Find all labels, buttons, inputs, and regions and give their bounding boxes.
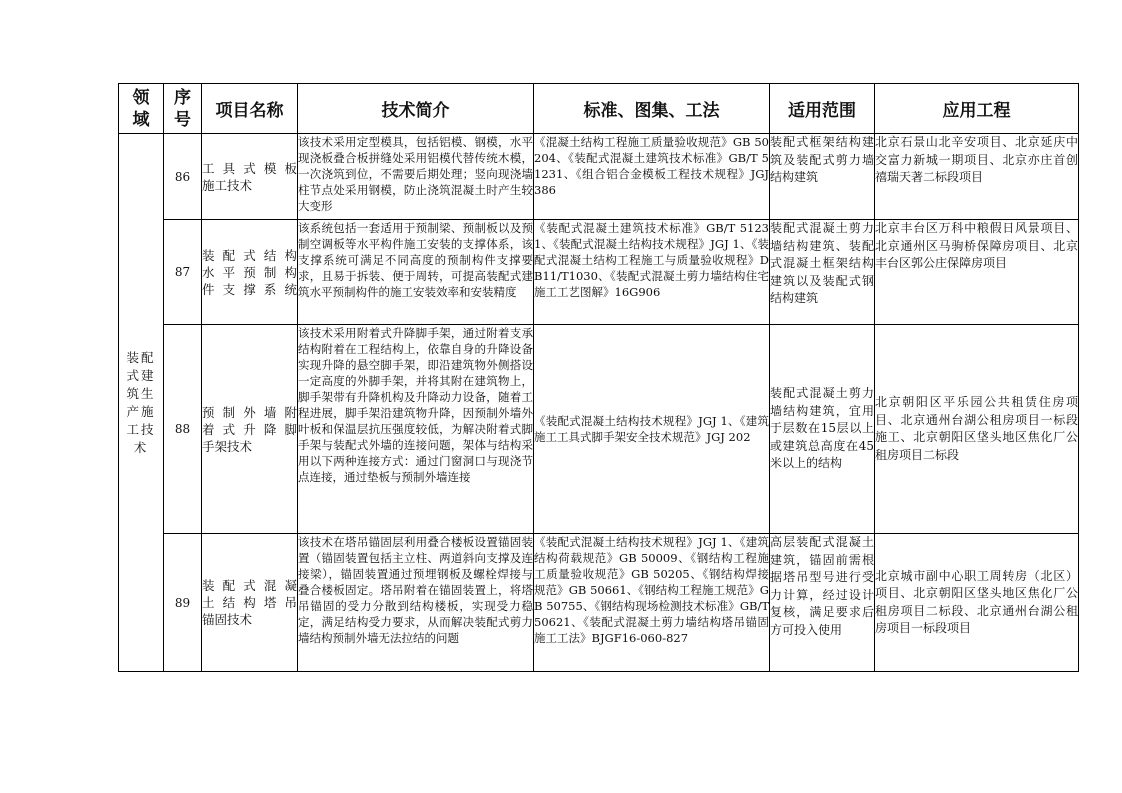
- intro-cell: 该技术在塔吊锚固层利用叠合楼板设置锚固装置（锚固装置包括主立柱、两道斜向支撑及连接梁），锚固装置通过预埋钢板及螺栓焊接与叠合楼板固定。塔吊附着在锚固装置上，将塔吊锚固的受力分散到结构楼板，实现受力稳定，满足结构受力要求，从而解决装配式剪力墙结构预制外墙无法拉结的问题: [298, 534, 534, 672]
- application-cell: 北京朝阳区平乐园公共租赁住房项目、北京通州台湖公租房项目一标段施工、北京朝阳区垡头地区焦化厂公租房项目二标段: [875, 325, 1079, 534]
- intro-cell: 该技术采用附着式升降脚手架，通过附着支承结构附着在工程结构上，依靠自身的升降设备实现升降的悬空脚手架，即沿建筑物外侧搭设一定高度的外脚手架，并将其附在建筑物上，脚手架带有升降机构及升降动力设备，随着工程进展，脚手架沿建筑物升降，因预制外墙外叶板和保温层抗压强度较低，为解决附着式脚手架与装配式外墙的连接问题，架体与结构采用以下两种连接方式：通过门窗洞口与现浇节点连接，通过垫板与预制外墙连接: [298, 325, 534, 534]
- project-name-cell: 预制外墙附 着式升降脚 手架技术: [202, 325, 298, 534]
- header-row: [119, 84, 1079, 134]
- seq-cell: 89: [164, 534, 202, 672]
- scope-cell: 装配式框架结构建筑及装配式剪力墙结构建筑: [770, 134, 875, 220]
- seq-cell: 87: [164, 220, 202, 325]
- header-seq: 序 号: [164, 84, 202, 134]
- header-scope: 适用范围: [770, 84, 875, 134]
- standards-cell: 《混凝土结构工程施工质量验收规范》GB 50204、《装配式混凝土建筑技术标准》GB/T 51231、《组合铝合金模板工程技术规程》JGJ 386: [534, 134, 770, 220]
- technology-table: [118, 83, 1079, 672]
- standards-cell: 《装配式混凝土结构技术规程》JGJ 1、《建筑施工工具式脚手架安全技术规范》JGJ 202: [534, 325, 770, 534]
- domain-cell: [119, 134, 164, 672]
- project-name-cell: 装配式结构 水平预制构 件支撑系统: [202, 220, 298, 325]
- table-row: [119, 220, 1079, 325]
- table-row: [119, 134, 1079, 220]
- header-intro: 技术简介: [298, 84, 534, 134]
- domain-label: 装配式建筑生产施工技术: [126, 349, 156, 455]
- header-project-name: 项目名称: [202, 84, 298, 134]
- header-application: 应用工程: [875, 84, 1079, 134]
- seq-cell: 86: [164, 134, 202, 220]
- scope-cell: 装配式混凝土剪力墙结构建筑，宜用于层数在15层以上或建筑总高度在45米以上的结构: [770, 325, 875, 534]
- intro-cell: 该系统包括一套适用于预制梁、预制板以及预制空调板等水平构件施工安装的支撑体系，该支撑系统可满足不同高度的预制构件支撑要求，且易于拆装、便于周转，可提高装配式建筑水平预制构件的施工安装效率和安装精度: [298, 220, 534, 325]
- scope-cell: 装配式混凝土剪力墙结构建筑、装配式混凝土框架结构建筑以及装配式钢结构建筑: [770, 220, 875, 325]
- table-row: [119, 534, 1079, 672]
- project-name-cell: 工具式模板 施工技术: [202, 134, 298, 220]
- standards-cell: 《装配式混凝土建筑技术标准》GB/T 51231、《装配式混凝土结构技术规程》JGJ 1、《装配式混凝土结构工程施工与质量验收规程》DB11/T1030、《装配式混凝土剪力墙结构住宅施工工艺图解》16G906: [534, 220, 770, 325]
- intro-cell: 该技术采用定型模具，包括铝模、钢模，水平现浇板叠合板拼缝处采用铝模代替传统木模，一次浇筑到位，不需要后期处理；竖向现浇墙柱节点处采用钢模，防止浇筑混凝土时产生较大变形: [298, 134, 534, 220]
- header-domain: 领 域: [119, 84, 164, 134]
- standards-cell: 《装配式混凝土结构技术规程》JGJ 1、《建筑结构荷载规范》GB 50009、《钢结构工程施工质量验收规范》GB 50205、《钢结构焊接规范》GB 50661、《钢结构工程施工规范》GB 50755、《钢结构现场检测技术标准》GB/T 50621、《装配式混凝土剪力墙结构塔吊锚固施工工法》BJGF16-060-827: [534, 534, 770, 672]
- application-cell: 北京城市副中心职工周转房（北区）项目、北京朝阳区垡头地区焦化厂公租房项目二标段、北京通州台湖公租房项目一标段项目: [875, 534, 1079, 672]
- seq-cell: 88: [164, 325, 202, 534]
- project-name-cell: 装配式混凝 土结构塔吊 锚固技术: [202, 534, 298, 672]
- application-cell: 北京丰台区万科中粮假日风景项目、北京通州区马驹桥保障房项目、北京丰台区郭公庄保障房项目: [875, 220, 1079, 325]
- scope-cell: 高层装配式混凝土建筑，锚固前需根据塔吊型号进行受力计算，经过设计复核，满足要求后方可投入使用: [770, 534, 875, 672]
- table-row: [119, 325, 1079, 534]
- header-standards: 标准、图集、工法: [534, 84, 770, 134]
- application-cell: 北京石景山北辛安项目、北京延庆中交富力新城一期项目、北京亦庄首创禧瑞天著二标段项目: [875, 134, 1079, 220]
